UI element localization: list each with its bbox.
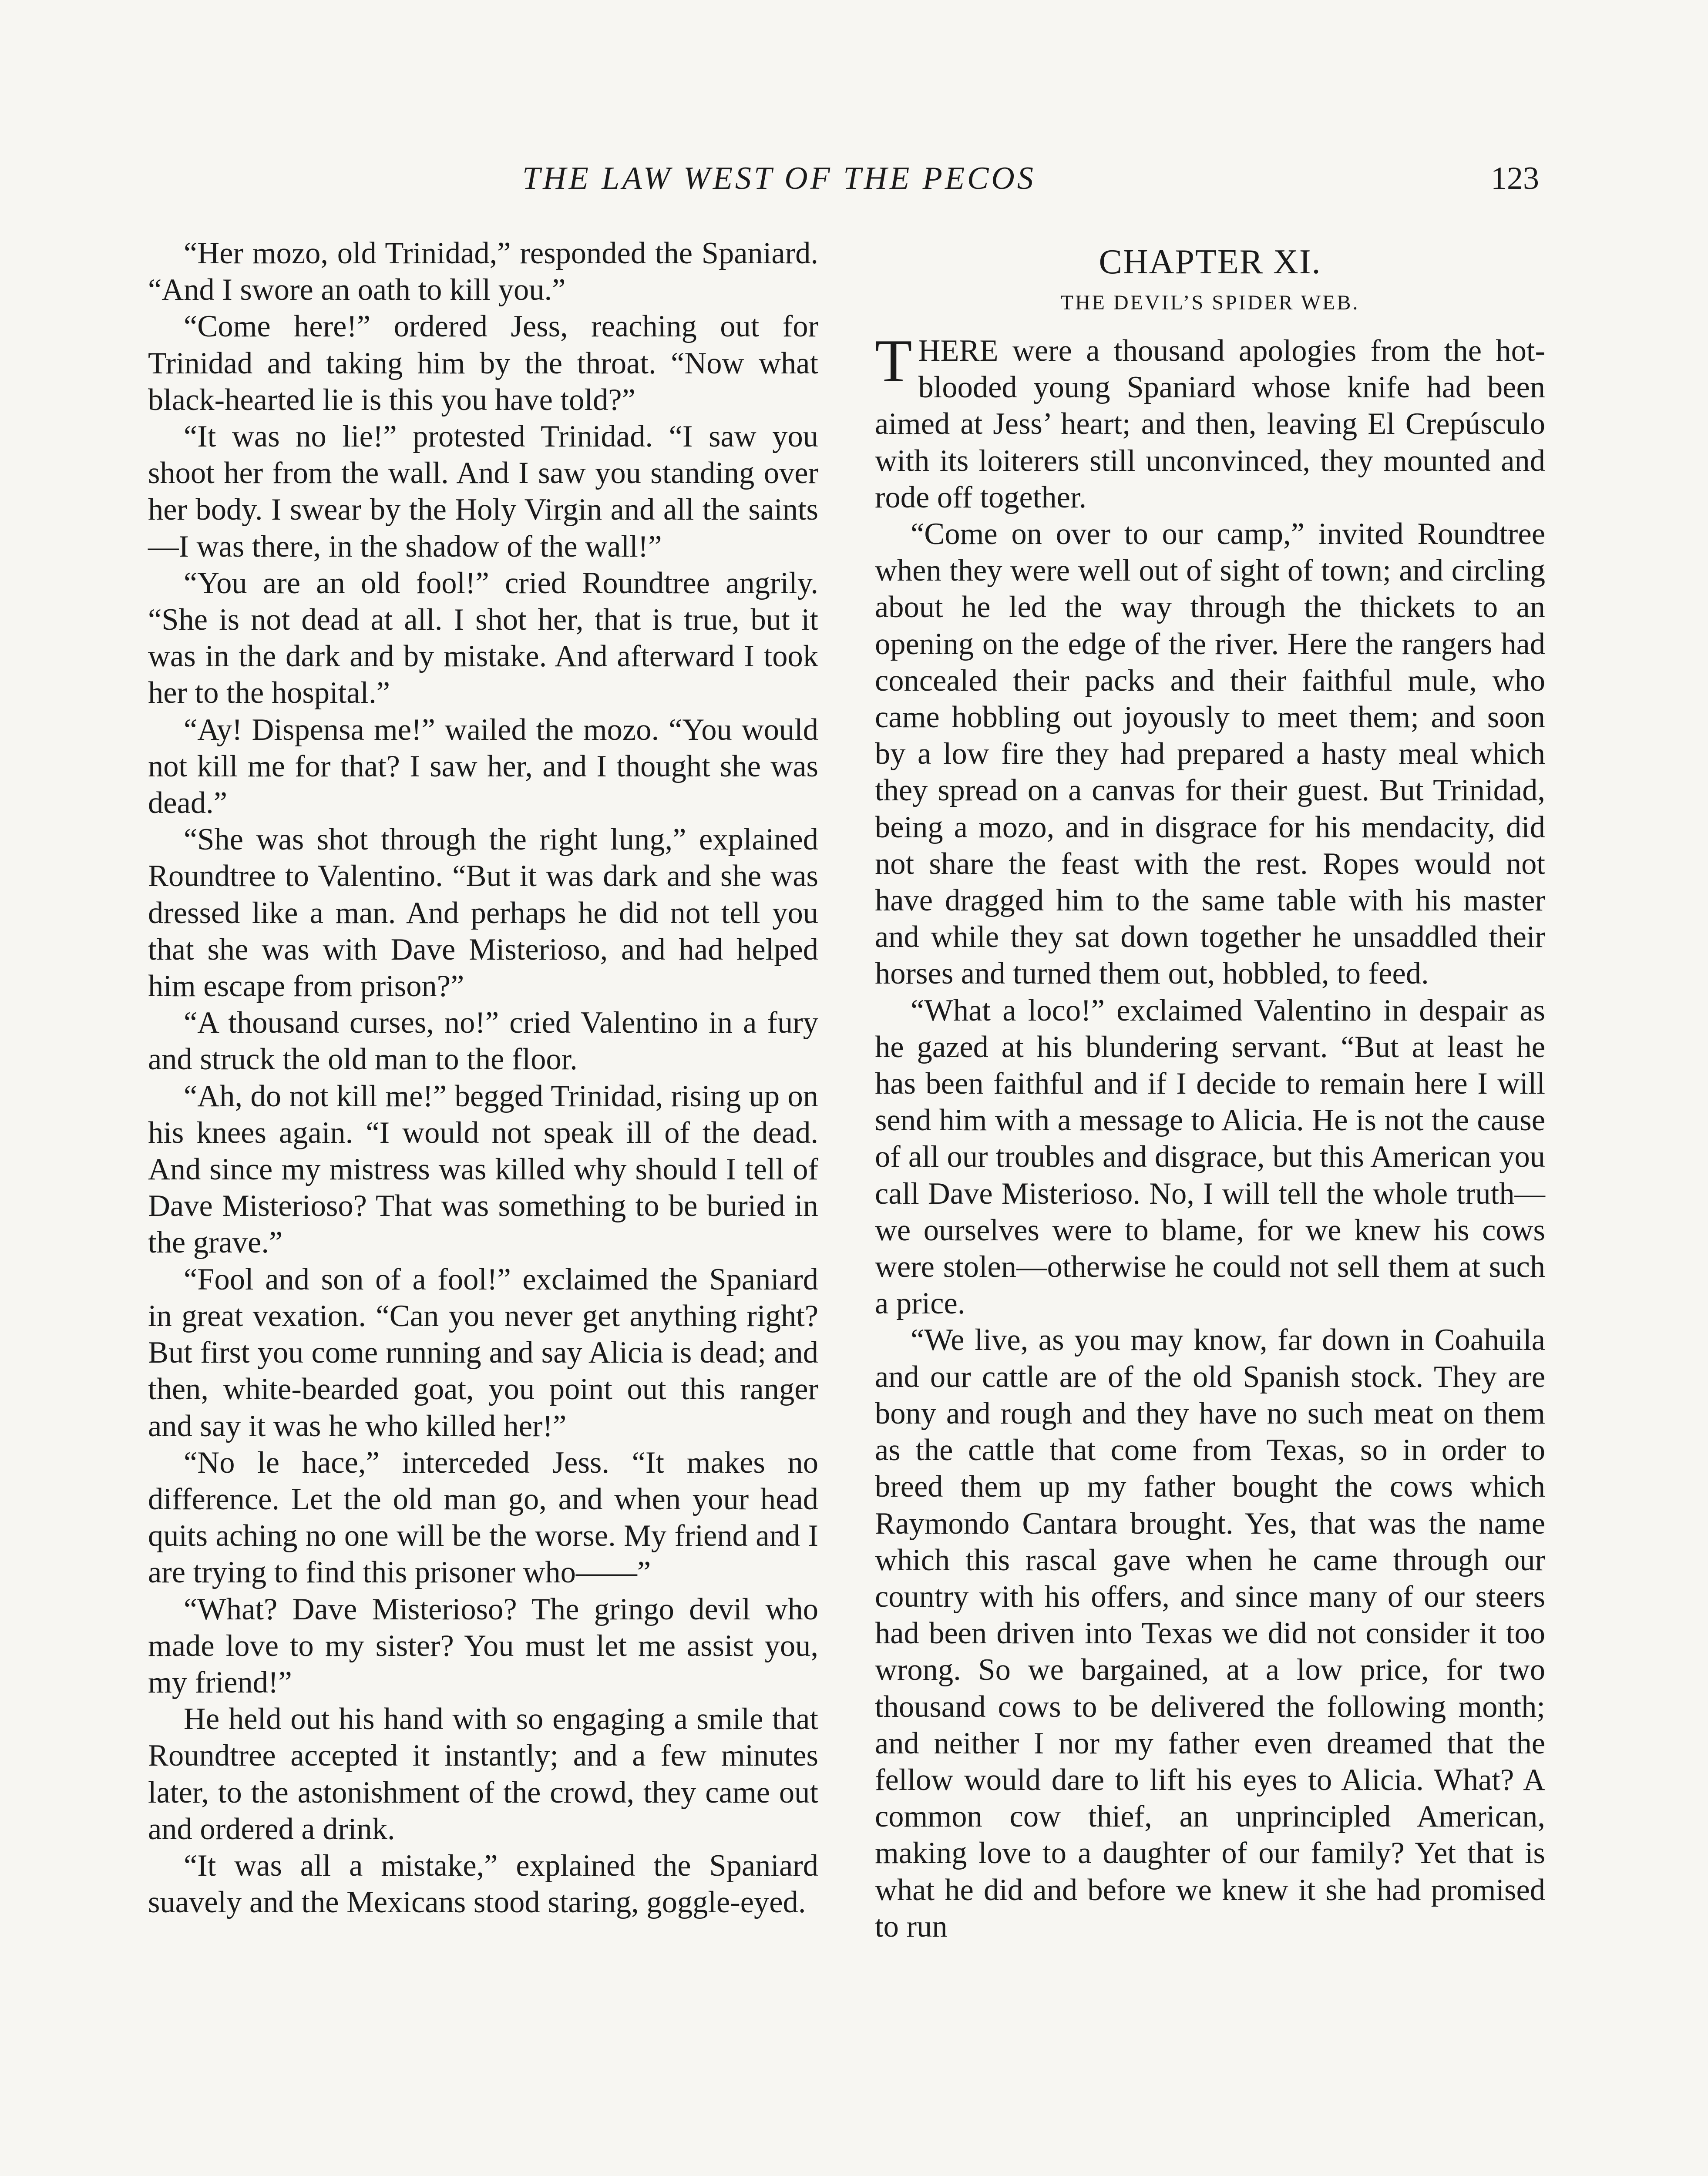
- paragraph: “What a loco!” exclaimed Valentino in despair as he gazed at his blundering servant. “But at least he has been faithful and if I decide to remain here I will send him with a message to Alicia. He is not the cause of all our troubles and disgrace, but this American you call Dave Misterioso. No, I will tell the whole truth—we ourselves were to blame, for we knew his cows were stolen—otherwise he could not sell them at such a price.: [875, 993, 1545, 1321]
- paragraph: “It was no lie!” protested Trinidad. “I saw you shoot her from the wall. And I saw you standing over her body. I swear by the Holy Virgin and all the saints—I was there, in the shadow of the wall!”: [148, 420, 818, 564]
- paragraph: “She was shot through the right lung,” explained Roundtree to Valentino. “But it was dark and she was dressed like a man. And perhaps he did not tell you that she was with Dave Misterioso, and had helped him escape from prison?”: [148, 823, 818, 1004]
- paragraph: “You are an old fool!” cried Roundtree angrily. “She is not dead at all. I shot her, that is true, but it was in the dark and by mistake. And afterward I took her to the hospital.”: [148, 566, 818, 710]
- paragraph: “Come here!” ordered Jess, reaching out for Trinidad and taking him by the throat. “Now what black-hearted lie is this you have told?”: [148, 309, 818, 417]
- paragraph: “A thousand curses, no!” cried Valentino in a fury and struck the old man to the floor.: [148, 1006, 818, 1077]
- paragraph: “No le hace,” interceded Jess. “It makes no difference. Let the old man go, and when your head quits aching no one will be the worse. My friend and I are trying to find this prisoner who——”: [148, 1445, 818, 1590]
- chapter-subtitle: THE DEVIL’S SPIDER WEB.: [1060, 291, 1360, 314]
- chapter-title: CHAPTER XI.: [1099, 243, 1321, 281]
- opening-text: HERE were a thousand apologies from the hot-blooded young Spaniard whose knife had been aimed at Jess’ heart; and then, leaving El Crepúsculo with its loiterers still unconvinced, they mounted and rode off together.: [875, 334, 1545, 514]
- chapter-opening-paragraph: [875, 327, 1545, 516]
- paragraph: “What? Dave Misterioso? The gringo devil who made love to my sister? You must let me assist you, my friend!”: [148, 1592, 818, 1699]
- left-column: [148, 235, 818, 1921]
- paragraph: “Fool and son of a fool!” exclaimed the Spaniard in great vexation. “Can you never get anything right? But first you come running and say Alicia is dead; and then, white-bearded goat, you point out this ranger and say it was he who killed her!”: [148, 1262, 818, 1443]
- paragraph: “Ah, do not kill me!” begged Trinidad, rising up on his knees again. “I would not speak ill of the dead. And since my mistress was killed why should I tell of Dave Misterioso? That was something to be buried in the grave.”: [148, 1079, 818, 1260]
- paragraph: “Her mozo, old Trinidad,” responded the Spaniard. “And I swore an oath to kill you.”: [148, 236, 818, 307]
- right-column: [875, 235, 1545, 1945]
- paragraph: He held out his hand with so engaging a smile that Roundtree accepted it instantly; and a few minutes later, to the astonishment of the crowd, they came out and ordered a drink.: [148, 1702, 818, 1846]
- paragraph: “Come on over to our camp,” invited Roundtree when they were well out of sight of town; and circling about he led the way through the thickets to an opening on the edge of the river. Here the rangers had concealed their packs and their faithful mule, who came hobbling out joyously to meet them; and soon by a low fire they had prepared a hasty meal which they spread on a canvas for their guest. But Trinidad, being a mozo, and in disgrace for his mendacity, did not share the feast with the rest. Ropes would not have dragged him to the same table with his master and while they sat down together he unsaddled their horses and turned them out, hobbled, to feed.: [875, 517, 1545, 991]
- paragraph: “We live, as you may know, far down in Coahuila and our cattle are of the old Spanish stock. They are bony and rough and they have no such meat on them as the cattle that come from Texas, so in order to breed them up my father bought the cows which Raymondo Cantara brought. Yes, that was the name which this rascal gave when he came through our country with his offers, and since many of our steers had been driven into Texas we did not consider it too wrong. So we bargained, at a low price, for two thousand cows to be delivered the following month; and neither I nor my father even dreamed that the fellow would dare to lift his eyes to Alicia. What? A common cow thief, an unprincipled American, making love to a daughter of our family? Yet that is what he did and before we knew it she had promised to run: [875, 1323, 1545, 1944]
- page-number: 123: [1491, 161, 1539, 196]
- drop-cap: T: [875, 327, 912, 395]
- running-head: THE LAW WEST OF THE PECOS: [522, 161, 1036, 196]
- paragraph: “Ay! Dispensa me!” wailed the mozo. “You would not kill me for that? I saw her, and I thought she was dead.”: [148, 712, 818, 820]
- paragraph: “It was all a mistake,” explained the Spaniard suavely and the Mexicans stood staring, goggle-eyed.: [148, 1848, 818, 1920]
